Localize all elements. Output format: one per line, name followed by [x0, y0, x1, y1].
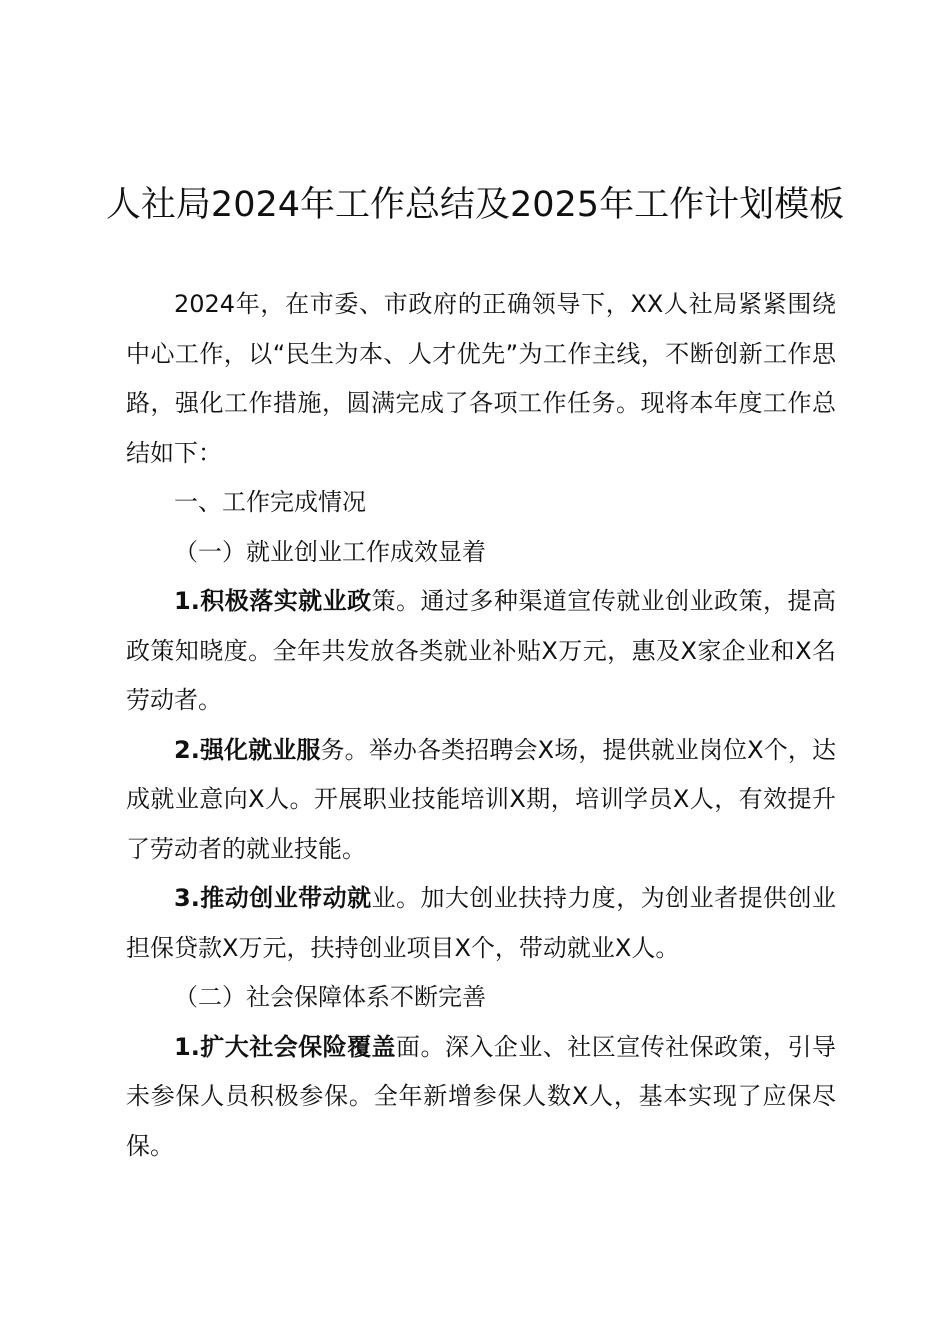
section-heading-1: 一、工作完成情况 [174, 488, 366, 516]
item-paragraph [126, 726, 836, 875]
item-lead: 3.推动创业带动就 [174, 884, 372, 912]
item-text: 面。深入企业、社区宣传社保政策，引导未参保人员积极参保。全年新增参保人数X人，基本实现了应保尽保。 [126, 1032, 836, 1160]
item-lead: 1.积极落实就业政 [174, 587, 372, 615]
item-text: 策。通过多种渠道宣传就业创业政策，提高政策知晓度。全年共发放各类就业补贴X万元，惠及X家企业和X名劳动者。 [126, 587, 836, 714]
document-title: 人社局2024年工作总结及2025年工作计划模板 [105, 185, 845, 225]
item-paragraph [126, 874, 836, 973]
subsection-heading-2: （二）社会保障体系不断完善 [174, 983, 486, 1011]
document-body [126, 280, 836, 1171]
intro-paragraph: 2024年，在市委、市政府的正确领导下，XX人社局紧紧围绕中心工作，以“民生为本、人才优先”为工作主线，不断创新工作思路，强化工作措施，圆满完成了各项工作任务。现将本年度工作总结如下： [126, 290, 836, 467]
item-text: 务。举办各类招聘会X场，提供就业岗位X个，达成就业意向X人。开展职业技能培训X期，培训学员X人，有效提升了劳动者的就业技能。 [126, 735, 836, 863]
item-lead: 1.扩大社会保险覆盖 [174, 1032, 397, 1061]
item-paragraph [126, 1023, 836, 1172]
item-lead: 2.强化就业服 [174, 735, 321, 764]
item-paragraph [126, 577, 836, 726]
subsection-heading-1: （一）就业创业工作成效显着 [174, 537, 486, 566]
item-text: 业。加大创业扶持力度，为创业者提供创业担保贷款X万元，扶持创业项目X个，带动就业X人。 [126, 884, 836, 962]
